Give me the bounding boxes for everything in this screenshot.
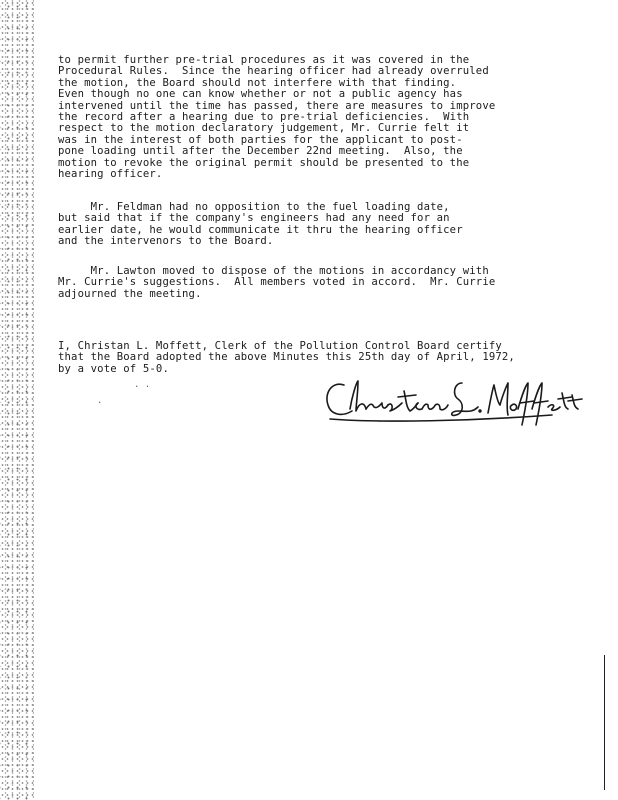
paragraph-feldman <box>58 202 463 248</box>
text-line: hearing officer. <box>58 168 163 181</box>
paragraph-lawton-motion <box>58 266 495 300</box>
paragraph-clerk-certification <box>58 341 515 375</box>
paragraph-pretrial-procedures <box>58 55 495 180</box>
text-line: and the intervenors to the Board. <box>58 235 274 248</box>
scan-mark-right-edge <box>600 655 610 790</box>
text-line: I, Christan L. Moffett, Clerk of the Pollution Control Board certify <box>58 340 502 352</box>
text-line: Mr. Currie's suggestions. All members voted in accord. Mr. Currie <box>58 276 496 289</box>
text-line: the record after a hearing due to pre-trial deficiencies. With <box>58 111 470 124</box>
text-line: was in the interest of both parties for the applicant to post- <box>58 133 463 146</box>
clerk-signature <box>322 375 584 427</box>
text-line: Procedural Rules. Since the hearing officer had already overruled <box>58 65 489 78</box>
text-line: pone loading until after the December 22nd meeting. Also, the <box>58 145 463 158</box>
text-line: motion to revoke the original permit should be presented to the <box>58 156 470 169</box>
text-line: Mr. Feldman had no opposition to the fuel loading date, <box>58 201 450 213</box>
text-line: but said that if the company's engineers had any need for an <box>58 212 450 225</box>
scan-speck: · · <box>134 382 151 392</box>
text-line: the motion, the Board should not interfere with that finding. <box>58 76 457 89</box>
text-line: Even though no one can know whether or not a public agency has <box>58 88 463 101</box>
text-line: to permit further pre-trial procedures as it was covered in the <box>58 54 470 66</box>
text-line: earlier date, he would communicate it thru the hearing officer <box>58 223 463 236</box>
text-line: respect to the motion declaratory judgement, Mr. Currie felt it <box>58 122 470 135</box>
text-line: intervened until the time has passed, there are measures to improve <box>58 99 496 112</box>
scan-noise-left-edge <box>0 0 34 800</box>
text-line: Mr. Lawton moved to dispose of the motions in accordancy with <box>58 265 489 277</box>
text-line: by a vote of 5-0. <box>58 362 169 375</box>
scan-speck: · <box>97 398 103 408</box>
text-line: that the Board adopted the above Minutes this 25th day of April, 1972, <box>58 351 515 364</box>
text-line: adjourned the meeting. <box>58 287 202 300</box>
